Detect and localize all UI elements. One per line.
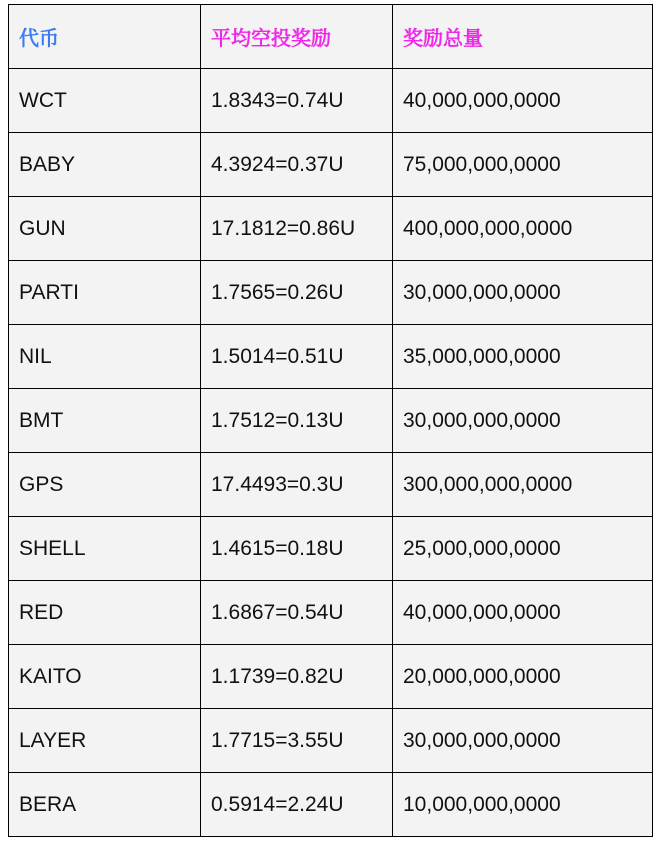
- total-reward-cell: 40,000,000,0000: [393, 581, 653, 645]
- token-cell: LAYER: [9, 709, 201, 773]
- avg-reward-cell: 4.3924=0.37U: [201, 133, 393, 197]
- table-row: [9, 389, 653, 453]
- total-reward-cell: 20,000,000,0000: [393, 645, 653, 709]
- total-reward-cell: 30,000,000,0000: [393, 389, 653, 453]
- table-header: [9, 5, 653, 69]
- total-reward-cell: 10,000,000,0000: [393, 773, 653, 837]
- total-reward-cell: 30,000,000,0000: [393, 261, 653, 325]
- token-cell: RED: [9, 581, 201, 645]
- airdrop-table: [8, 4, 653, 837]
- table-row: [9, 517, 653, 581]
- table-row: [9, 69, 653, 133]
- avg-reward-cell: 17.1812=0.86U: [201, 197, 393, 261]
- token-cell: BERA: [9, 773, 201, 837]
- table-row: [9, 197, 653, 261]
- avg-reward-cell: 1.6867=0.54U: [201, 581, 393, 645]
- token-cell: BMT: [9, 389, 201, 453]
- header-total-reward: 奖励总量: [393, 5, 653, 69]
- table-row: [9, 261, 653, 325]
- avg-reward-cell: 1.5014=0.51U: [201, 325, 393, 389]
- total-reward-cell: 40,000,000,0000: [393, 69, 653, 133]
- avg-reward-cell: 1.7512=0.13U: [201, 389, 393, 453]
- total-reward-cell: 400,000,000,0000: [393, 197, 653, 261]
- avg-reward-cell: 0.5914=2.24U: [201, 773, 393, 837]
- avg-reward-cell: 1.7565=0.26U: [201, 261, 393, 325]
- token-cell: GUN: [9, 197, 201, 261]
- avg-reward-cell: 1.7715=3.55U: [201, 709, 393, 773]
- avg-reward-cell: 1.4615=0.18U: [201, 517, 393, 581]
- table-row: [9, 325, 653, 389]
- token-cell: BABY: [9, 133, 201, 197]
- table-row: [9, 581, 653, 645]
- total-reward-cell: 25,000,000,0000: [393, 517, 653, 581]
- total-reward-cell: 30,000,000,0000: [393, 709, 653, 773]
- token-cell: SHELL: [9, 517, 201, 581]
- avg-reward-cell: 17.4493=0.3U: [201, 453, 393, 517]
- table-row: [9, 133, 653, 197]
- total-reward-cell: 300,000,000,0000: [393, 453, 653, 517]
- table-row: [9, 709, 653, 773]
- table-row: [9, 453, 653, 517]
- token-cell: PARTI: [9, 261, 201, 325]
- header-row: [9, 5, 653, 69]
- token-cell: KAITO: [9, 645, 201, 709]
- header-token: 代币: [9, 5, 201, 69]
- table-row: [9, 773, 653, 837]
- total-reward-cell: 35,000,000,0000: [393, 325, 653, 389]
- avg-reward-cell: 1.8343=0.74U: [201, 69, 393, 133]
- token-cell: GPS: [9, 453, 201, 517]
- avg-reward-cell: 1.1739=0.82U: [201, 645, 393, 709]
- token-cell: WCT: [9, 69, 201, 133]
- table-body: [9, 69, 653, 837]
- total-reward-cell: 75,000,000,0000: [393, 133, 653, 197]
- token-cell: NIL: [9, 325, 201, 389]
- table-row: [9, 645, 653, 709]
- header-avg-reward: 平均空投奖励: [201, 5, 393, 69]
